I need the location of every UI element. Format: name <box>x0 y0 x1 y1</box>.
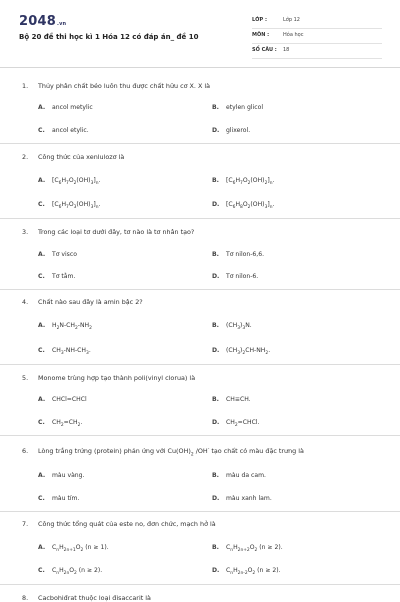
option-text: $(CH_3)_3N$. <box>226 322 252 332</box>
question-number: 3. <box>22 228 29 236</box>
meta-subject <box>252 29 382 44</box>
option-d[interactable] <box>212 419 259 428</box>
option-letter: B. <box>212 544 219 551</box>
question-stem: Cacbohiđrat thuộc loại đisaccarit là <box>38 594 151 602</box>
option-b[interactable] <box>212 544 283 553</box>
option-c[interactable] <box>38 127 89 134</box>
question-number: 7. <box>22 520 29 528</box>
option-text: $CH_3-NH-CH_3$. <box>52 347 91 357</box>
option-letter: B. <box>212 177 219 184</box>
option-text: $C_nH_{2n}O_2$ (n ≥ 2). <box>52 567 103 577</box>
option-letter: A. <box>38 251 46 258</box>
option-letter: C. <box>38 419 45 426</box>
option-b[interactable] <box>212 177 274 186</box>
option-letter: C. <box>38 347 45 354</box>
option-a[interactable] <box>38 322 92 331</box>
option-letter: C. <box>38 567 45 574</box>
divider <box>0 218 400 219</box>
option-letter: C. <box>38 127 45 134</box>
option-text: màu da cam. <box>226 472 266 479</box>
option-letter: B. <box>212 322 219 329</box>
option-text: $[C_6H_7O_2(OH)_3]_n$. <box>52 177 101 187</box>
option-text: $C_nH_{2n+2}O_2$ (n ≥ 2). <box>226 544 283 554</box>
option-letter: C. <box>38 495 45 502</box>
option-text: $H_2N-CH_2-NH_2$ <box>52 322 92 332</box>
option-c[interactable] <box>38 567 102 576</box>
document-title: Bộ 20 đề thi học kì 1 Hóa 12 có đáp án_ đề 10 <box>19 33 199 41</box>
question-stem: Thủy phân chất béo luôn thu được chất hữu cơ X. X là <box>38 82 211 90</box>
divider <box>0 435 400 436</box>
option-d[interactable] <box>212 347 270 356</box>
meta-key: LỚP : <box>252 17 267 23</box>
option-c[interactable] <box>38 495 79 502</box>
meta-key: SỐ CÂU : <box>252 47 277 53</box>
option-text: etylen glicol <box>226 104 264 111</box>
option-letter: D. <box>212 419 220 426</box>
option-text: Tơ nilon-6. <box>226 273 259 280</box>
question-number: 6. <box>22 447 29 455</box>
option-letter: C. <box>38 273 45 280</box>
meta-value: 18 <box>283 47 290 53</box>
option-a[interactable] <box>38 177 100 186</box>
option-letter: D. <box>212 201 220 208</box>
divider <box>0 289 400 290</box>
option-c[interactable] <box>38 419 82 428</box>
option-d[interactable] <box>212 201 274 210</box>
option-a[interactable] <box>38 472 84 479</box>
option-b[interactable] <box>212 322 252 331</box>
header-divider <box>0 67 400 68</box>
question-number: 2. <box>22 153 29 161</box>
option-text: ancol etylic. <box>52 127 89 134</box>
divider <box>0 143 400 144</box>
option-text: $C_nH_{2n-2}O_2$ (n ≥ 2). <box>226 567 281 577</box>
option-b[interactable] <box>212 104 263 111</box>
option-letter: A. <box>38 396 46 403</box>
option-letter: B. <box>212 251 219 258</box>
option-letter: A. <box>38 322 46 329</box>
option-b[interactable] <box>212 396 251 403</box>
option-letter: B. <box>212 396 219 403</box>
question-stem: Trong các loại tơ dưới đây, tơ nào là tơ nhân tạo? <box>38 228 195 236</box>
site-logo[interactable] <box>19 14 66 29</box>
option-text: $CH_2=CH_2$. <box>52 419 83 429</box>
option-letter: B. <box>212 104 219 111</box>
option-letter: C. <box>38 201 45 208</box>
meta-count <box>252 44 382 59</box>
meta-class <box>252 14 382 29</box>
option-c[interactable] <box>38 201 100 210</box>
option-c[interactable] <box>38 347 91 356</box>
option-text: màu tím. <box>52 495 80 502</box>
option-text: glixerol. <box>226 127 251 134</box>
option-text: $C_nH_{2n+1}O_2$ (n ≥ 1). <box>52 544 109 554</box>
divider <box>0 364 400 365</box>
meta-value: Hóa học <box>283 32 304 38</box>
option-text: Tơ nilon-6,6. <box>226 251 265 258</box>
option-text: $[C_6H_7O_3(OH)_3]_n$. <box>52 201 101 211</box>
question-number: 5. <box>22 374 29 382</box>
option-text: CHCl=CHCl <box>52 396 87 403</box>
divider <box>0 584 400 585</box>
option-text: ancol metylic <box>52 104 93 111</box>
option-a[interactable] <box>38 104 93 111</box>
option-letter: D. <box>212 127 220 134</box>
question-number: 1. <box>22 82 29 90</box>
option-c[interactable] <box>38 273 75 280</box>
option-a[interactable] <box>38 396 87 403</box>
option-d[interactable] <box>212 127 250 134</box>
logo-suffix: .vn <box>56 21 67 27</box>
question-stem: Công thức của xenlulozơ là <box>38 153 125 161</box>
option-letter: D. <box>212 567 220 574</box>
option-d[interactable] <box>212 567 281 576</box>
option-a[interactable] <box>38 251 77 258</box>
question-number: 8. <box>22 594 29 602</box>
option-text: $[C_6H_8O_2(OH)_3]_n$. <box>226 201 275 211</box>
option-letter: A. <box>38 472 46 479</box>
option-text: màu vàng. <box>52 472 85 479</box>
divider <box>0 511 400 512</box>
option-text: màu xanh lam. <box>226 495 272 502</box>
option-letter: B. <box>212 472 219 479</box>
option-d[interactable] <box>212 273 258 280</box>
option-letter: D. <box>212 273 220 280</box>
option-letter: A. <box>38 177 46 184</box>
option-text: Tơ tằm. <box>52 273 76 280</box>
option-text: Tơ visco <box>52 251 77 258</box>
option-letter: A. <box>38 104 46 111</box>
meta-value: Lớp 12 <box>283 17 300 23</box>
option-letter: D. <box>212 347 220 354</box>
logo-text: 2048 <box>19 14 56 29</box>
option-text: $[C_6H_7O_2(OH)_2]_n$. <box>226 177 275 187</box>
option-d[interactable] <box>212 495 272 502</box>
option-b[interactable] <box>212 251 264 258</box>
header <box>0 0 400 70</box>
meta-key: MÔN : <box>252 32 270 38</box>
question-stem: Chất nào sau đây là amin bậc 2? <box>38 298 143 306</box>
option-text: $CH_2=CHCl$. <box>226 419 260 429</box>
option-text: CH≡CH. <box>226 396 251 403</box>
option-letter: D. <box>212 495 220 502</box>
option-b[interactable] <box>212 472 266 479</box>
option-a[interactable] <box>38 544 109 553</box>
question-stem: Monome trùng hợp tạo thành poli(vinyl clorua) là <box>38 374 196 382</box>
question-number: 4. <box>22 298 29 306</box>
question-stem: Công thức tổng quát của este no, đơn chức, mạch hở là <box>38 520 216 528</box>
option-text: $(CH_3)_2CH-NH_2$. <box>226 347 271 357</box>
question-stem: Lòng trắng trứng (protein) phản ứng với $Cu(OH)_2$ /OH- tạo chất có màu đặc trưng là <box>38 447 304 458</box>
option-letter: A. <box>38 544 46 551</box>
